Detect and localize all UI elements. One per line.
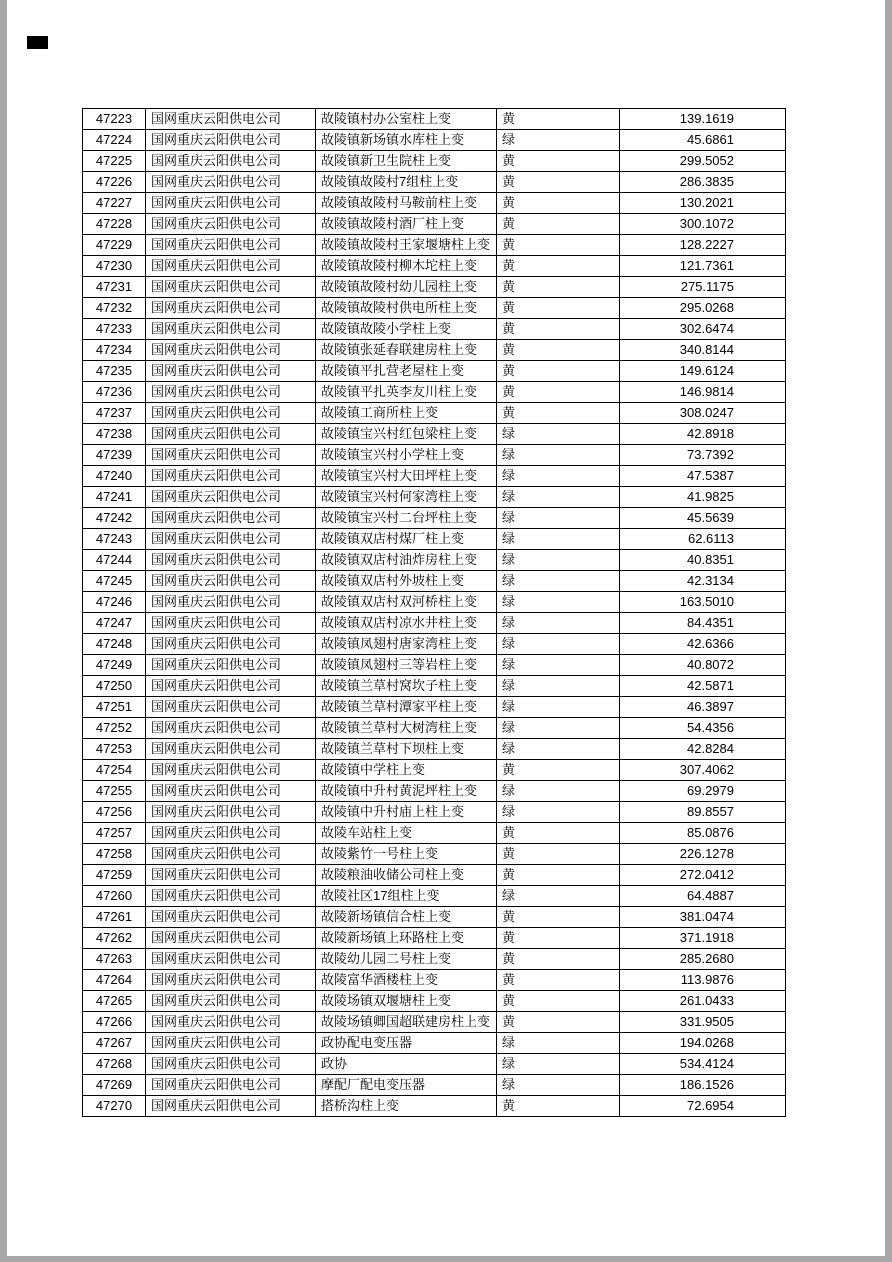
table-row — [83, 130, 786, 151]
cell-value: 308.0247 — [620, 403, 786, 424]
cell-company: 国网重庆云阳供电公司 — [146, 949, 316, 970]
cell-value: 62.6113 — [620, 529, 786, 550]
cell-status: 绿 — [497, 529, 620, 550]
cell-value: 42.5871 — [620, 676, 786, 697]
cell-name: 故陵镇凤翅村三等岩柱上变 — [316, 655, 497, 676]
cell-status: 绿 — [497, 1033, 620, 1054]
cell-company: 国网重庆云阳供电公司 — [146, 298, 316, 319]
cell-id: 47253 — [83, 739, 146, 760]
table-row — [83, 382, 786, 403]
cell-value: 300.1072 — [620, 214, 786, 235]
cell-company: 国网重庆云阳供电公司 — [146, 613, 316, 634]
cell-id: 47266 — [83, 1012, 146, 1033]
cell-company: 国网重庆云阳供电公司 — [146, 571, 316, 592]
cell-name: 故陵紫竹一号柱上变 — [316, 844, 497, 865]
cell-name: 故陵镇故陵小学柱上变 — [316, 319, 497, 340]
cell-status: 黄 — [497, 298, 620, 319]
page-edge-right — [885, 0, 892, 1262]
cell-id: 47270 — [83, 1096, 146, 1117]
cell-name: 故陵镇兰草村潭家平柱上变 — [316, 697, 497, 718]
table-row — [83, 865, 786, 886]
cell-id: 47260 — [83, 886, 146, 907]
cell-name: 故陵幼儿园二号柱上变 — [316, 949, 497, 970]
table-row — [83, 466, 786, 487]
cell-name: 故陵镇双店村煤厂柱上变 — [316, 529, 497, 550]
cell-company: 国网重庆云阳供电公司 — [146, 193, 316, 214]
cell-company: 国网重庆云阳供电公司 — [146, 130, 316, 151]
cell-status: 绿 — [497, 739, 620, 760]
cell-status: 绿 — [497, 466, 620, 487]
table-row — [83, 1054, 786, 1075]
cell-company: 国网重庆云阳供电公司 — [146, 655, 316, 676]
cell-name: 故陵镇故陵村7组柱上变 — [316, 172, 497, 193]
cell-name: 故陵粮油收储公司柱上变 — [316, 865, 497, 886]
cell-id: 47262 — [83, 928, 146, 949]
table-row — [83, 151, 786, 172]
cell-name: 故陵镇中学柱上变 — [316, 760, 497, 781]
cell-value: 121.7361 — [620, 256, 786, 277]
cell-status: 绿 — [497, 487, 620, 508]
cell-id: 47245 — [83, 571, 146, 592]
cell-status: 黄 — [497, 991, 620, 1012]
cell-company: 国网重庆云阳供电公司 — [146, 550, 316, 571]
table-row — [83, 361, 786, 382]
cell-id: 47231 — [83, 277, 146, 298]
table-row — [83, 571, 786, 592]
cell-status: 绿 — [497, 130, 620, 151]
table-row — [83, 1012, 786, 1033]
table-row — [83, 970, 786, 991]
cell-id: 47267 — [83, 1033, 146, 1054]
cell-id: 47223 — [83, 109, 146, 130]
cell-name: 故陵镇故陵村王家堰塘柱上变 — [316, 235, 497, 256]
cell-name: 政协配电变压器 — [316, 1033, 497, 1054]
cell-name: 故陵社区17组柱上变 — [316, 886, 497, 907]
cell-id: 47240 — [83, 466, 146, 487]
table-row — [83, 445, 786, 466]
cell-id: 47249 — [83, 655, 146, 676]
table-row — [83, 760, 786, 781]
cell-status: 绿 — [497, 508, 620, 529]
cell-status: 绿 — [497, 802, 620, 823]
cell-value: 302.6474 — [620, 319, 786, 340]
table-row — [83, 949, 786, 970]
cell-company: 国网重庆云阳供电公司 — [146, 823, 316, 844]
cell-status: 黄 — [497, 403, 620, 424]
cell-status: 绿 — [497, 781, 620, 802]
table-row — [83, 109, 786, 130]
cell-status: 黄 — [497, 172, 620, 193]
cell-value: 299.5052 — [620, 151, 786, 172]
cell-name: 故陵镇平扎英李友川柱上变 — [316, 382, 497, 403]
cell-name: 故陵镇宝兴村红包梁柱上变 — [316, 424, 497, 445]
cell-id: 47268 — [83, 1054, 146, 1075]
cell-status: 黄 — [497, 235, 620, 256]
cell-company: 国网重庆云阳供电公司 — [146, 172, 316, 193]
cell-status: 绿 — [497, 445, 620, 466]
cell-name: 故陵镇故陵村马鞍前柱上变 — [316, 193, 497, 214]
cell-company: 国网重庆云阳供电公司 — [146, 928, 316, 949]
cell-status: 黄 — [497, 823, 620, 844]
cell-id: 47228 — [83, 214, 146, 235]
table-row — [83, 403, 786, 424]
cell-name: 故陵富华酒楼柱上变 — [316, 970, 497, 991]
cell-id: 47232 — [83, 298, 146, 319]
cell-id: 47236 — [83, 382, 146, 403]
cell-status: 绿 — [497, 592, 620, 613]
cell-company: 国网重庆云阳供电公司 — [146, 739, 316, 760]
cell-company: 国网重庆云阳供电公司 — [146, 634, 316, 655]
cell-status: 黄 — [497, 844, 620, 865]
cell-id: 47226 — [83, 172, 146, 193]
cell-status: 黄 — [497, 256, 620, 277]
cell-company: 国网重庆云阳供电公司 — [146, 529, 316, 550]
table-row — [83, 340, 786, 361]
cell-value: 286.3835 — [620, 172, 786, 193]
table-row — [83, 277, 786, 298]
cell-id: 47256 — [83, 802, 146, 823]
cell-value: 64.4887 — [620, 886, 786, 907]
cell-name: 故陵场镇双堰塘柱上变 — [316, 991, 497, 1012]
cell-company: 国网重庆云阳供电公司 — [146, 1075, 316, 1096]
cell-value: 42.8918 — [620, 424, 786, 445]
cell-status: 黄 — [497, 760, 620, 781]
cell-value: 113.9876 — [620, 970, 786, 991]
cell-name: 政协 — [316, 1054, 497, 1075]
cell-status: 绿 — [497, 718, 620, 739]
cell-name: 摩配厂配电变压器 — [316, 1075, 497, 1096]
cell-value: 128.2227 — [620, 235, 786, 256]
cell-name: 故陵镇故陵村酒厂柱上变 — [316, 214, 497, 235]
cell-id: 47263 — [83, 949, 146, 970]
cell-status: 黄 — [497, 340, 620, 361]
cell-value: 272.0412 — [620, 865, 786, 886]
cell-id: 47227 — [83, 193, 146, 214]
cell-company: 国网重庆云阳供电公司 — [146, 970, 316, 991]
table-row — [83, 655, 786, 676]
cell-id: 47254 — [83, 760, 146, 781]
cell-id: 47246 — [83, 592, 146, 613]
print-corner-mark — [27, 36, 48, 49]
cell-name: 故陵镇兰草村大树湾柱上变 — [316, 718, 497, 739]
cell-value: 40.8072 — [620, 655, 786, 676]
cell-status: 绿 — [497, 655, 620, 676]
cell-value: 534.4124 — [620, 1054, 786, 1075]
cell-name: 故陵镇新卫生院柱上变 — [316, 151, 497, 172]
cell-id: 47224 — [83, 130, 146, 151]
table-row — [83, 676, 786, 697]
cell-company: 国网重庆云阳供电公司 — [146, 487, 316, 508]
cell-value: 47.5387 — [620, 466, 786, 487]
cell-id: 47264 — [83, 970, 146, 991]
cell-id: 47269 — [83, 1075, 146, 1096]
cell-value: 275.1175 — [620, 277, 786, 298]
cell-id: 47244 — [83, 550, 146, 571]
cell-value: 73.7392 — [620, 445, 786, 466]
cell-value: 42.8284 — [620, 739, 786, 760]
table-row — [83, 592, 786, 613]
cell-name: 故陵车站柱上变 — [316, 823, 497, 844]
cell-name: 故陵镇张延春联建房柱上变 — [316, 340, 497, 361]
cell-company: 国网重庆云阳供电公司 — [146, 886, 316, 907]
table-row — [83, 1075, 786, 1096]
cell-value: 72.6954 — [620, 1096, 786, 1117]
cell-value: 54.4356 — [620, 718, 786, 739]
table-row — [83, 256, 786, 277]
cell-company: 国网重庆云阳供电公司 — [146, 697, 316, 718]
cell-id: 47255 — [83, 781, 146, 802]
cell-status: 绿 — [497, 1054, 620, 1075]
cell-status: 黄 — [497, 1012, 620, 1033]
cell-company: 国网重庆云阳供电公司 — [146, 109, 316, 130]
table-row — [83, 319, 786, 340]
cell-id: 47250 — [83, 676, 146, 697]
cell-name: 故陵镇宝兴村何家湾柱上变 — [316, 487, 497, 508]
cell-name: 故陵镇中升村庙上柱上变 — [316, 802, 497, 823]
cell-id: 47233 — [83, 319, 146, 340]
cell-status: 绿 — [497, 550, 620, 571]
cell-status: 黄 — [497, 214, 620, 235]
cell-status: 绿 — [497, 613, 620, 634]
cell-name: 故陵新场镇上环路柱上变 — [316, 928, 497, 949]
cell-status: 黄 — [497, 151, 620, 172]
cell-name: 故陵镇兰草村窝坎子柱上变 — [316, 676, 497, 697]
cell-id: 47252 — [83, 718, 146, 739]
cell-name: 故陵镇故陵村柳木坨柱上变 — [316, 256, 497, 277]
cell-id: 47261 — [83, 907, 146, 928]
table-row — [83, 907, 786, 928]
table-row — [83, 844, 786, 865]
cell-status: 黄 — [497, 1096, 620, 1117]
cell-value: 146.9814 — [620, 382, 786, 403]
table-row — [83, 1033, 786, 1054]
cell-status: 绿 — [497, 424, 620, 445]
table-row — [83, 172, 786, 193]
table-row — [83, 193, 786, 214]
table-row — [83, 886, 786, 907]
cell-status: 黄 — [497, 865, 620, 886]
cell-value: 45.5639 — [620, 508, 786, 529]
cell-id: 47235 — [83, 361, 146, 382]
cell-company: 国网重庆云阳供电公司 — [146, 802, 316, 823]
cell-value: 130.2021 — [620, 193, 786, 214]
cell-company: 国网重庆云阳供电公司 — [146, 256, 316, 277]
cell-id: 47248 — [83, 634, 146, 655]
table-row — [83, 613, 786, 634]
table-row — [83, 235, 786, 256]
cell-value: 340.8144 — [620, 340, 786, 361]
cell-id: 47229 — [83, 235, 146, 256]
cell-status: 绿 — [497, 886, 620, 907]
cell-status: 黄 — [497, 109, 620, 130]
substation-data-table — [82, 108, 786, 1117]
cell-id: 47238 — [83, 424, 146, 445]
cell-value: 186.1526 — [620, 1075, 786, 1096]
cell-value: 84.4351 — [620, 613, 786, 634]
cell-id: 47258 — [83, 844, 146, 865]
cell-status: 绿 — [497, 1075, 620, 1096]
cell-value: 381.0474 — [620, 907, 786, 928]
cell-status: 绿 — [497, 634, 620, 655]
cell-id: 47259 — [83, 865, 146, 886]
cell-company: 国网重庆云阳供电公司 — [146, 1033, 316, 1054]
table-row — [83, 634, 786, 655]
table-row — [83, 739, 786, 760]
table-row — [83, 697, 786, 718]
cell-id: 47251 — [83, 697, 146, 718]
table-row — [83, 550, 786, 571]
cell-status: 黄 — [497, 907, 620, 928]
cell-name: 故陵镇村办公室柱上变 — [316, 109, 497, 130]
table-row — [83, 508, 786, 529]
cell-company: 国网重庆云阳供电公司 — [146, 445, 316, 466]
cell-company: 国网重庆云阳供电公司 — [146, 1054, 316, 1075]
cell-value: 371.1918 — [620, 928, 786, 949]
cell-company: 国网重庆云阳供电公司 — [146, 676, 316, 697]
table-row — [83, 424, 786, 445]
table-row — [83, 298, 786, 319]
cell-status: 绿 — [497, 571, 620, 592]
cell-id: 47242 — [83, 508, 146, 529]
cell-id: 47225 — [83, 151, 146, 172]
cell-company: 国网重庆云阳供电公司 — [146, 235, 316, 256]
cell-value: 85.0876 — [620, 823, 786, 844]
cell-value: 307.4062 — [620, 760, 786, 781]
cell-value: 285.2680 — [620, 949, 786, 970]
cell-value: 42.3134 — [620, 571, 786, 592]
cell-value: 46.3897 — [620, 697, 786, 718]
cell-value: 331.9505 — [620, 1012, 786, 1033]
cell-value: 163.5010 — [620, 592, 786, 613]
cell-status: 黄 — [497, 382, 620, 403]
table-row — [83, 781, 786, 802]
table-row — [83, 802, 786, 823]
cell-value: 149.6124 — [620, 361, 786, 382]
cell-value: 295.0268 — [620, 298, 786, 319]
table-body — [83, 109, 786, 1117]
cell-value: 139.1619 — [620, 109, 786, 130]
page-edge-left — [0, 0, 7, 1262]
cell-value: 41.9825 — [620, 487, 786, 508]
cell-name: 故陵镇平扎营老屋柱上变 — [316, 361, 497, 382]
cell-value: 40.8351 — [620, 550, 786, 571]
cell-id: 47241 — [83, 487, 146, 508]
cell-name: 故陵镇双店村凉水井柱上变 — [316, 613, 497, 634]
cell-name: 故陵镇故陵村幼儿园柱上变 — [316, 277, 497, 298]
cell-company: 国网重庆云阳供电公司 — [146, 865, 316, 886]
cell-company: 国网重庆云阳供电公司 — [146, 277, 316, 298]
cell-value: 89.8557 — [620, 802, 786, 823]
cell-company: 国网重庆云阳供电公司 — [146, 424, 316, 445]
cell-status: 黄 — [497, 193, 620, 214]
table-row — [83, 529, 786, 550]
cell-company: 国网重庆云阳供电公司 — [146, 151, 316, 172]
cell-name: 搭桥沟柱上变 — [316, 1096, 497, 1117]
cell-status: 绿 — [497, 697, 620, 718]
cell-status: 绿 — [497, 676, 620, 697]
table-row — [83, 487, 786, 508]
cell-company: 国网重庆云阳供电公司 — [146, 592, 316, 613]
cell-name: 故陵镇宝兴村小学柱上变 — [316, 445, 497, 466]
cell-id: 47239 — [83, 445, 146, 466]
cell-status: 黄 — [497, 949, 620, 970]
cell-name: 故陵镇双店村外坡柱上变 — [316, 571, 497, 592]
cell-name: 故陵镇兰草村下坝柱上变 — [316, 739, 497, 760]
cell-company: 国网重庆云阳供电公司 — [146, 718, 316, 739]
cell-name: 故陵场镇卿国超联建房柱上变 — [316, 1012, 497, 1033]
table-row — [83, 1096, 786, 1117]
cell-status: 黄 — [497, 361, 620, 382]
cell-id: 47257 — [83, 823, 146, 844]
cell-company: 国网重庆云阳供电公司 — [146, 319, 316, 340]
table-row — [83, 991, 786, 1012]
cell-name: 故陵镇新场镇水库柱上变 — [316, 130, 497, 151]
cell-value: 194.0268 — [620, 1033, 786, 1054]
cell-status: 黄 — [497, 928, 620, 949]
table-row — [83, 718, 786, 739]
cell-name: 故陵镇中升村黄泥坪柱上变 — [316, 781, 497, 802]
cell-company: 国网重庆云阳供电公司 — [146, 508, 316, 529]
cell-status: 黄 — [497, 970, 620, 991]
cell-id: 47243 — [83, 529, 146, 550]
cell-name: 故陵镇双店村双河桥柱上变 — [316, 592, 497, 613]
cell-company: 国网重庆云阳供电公司 — [146, 907, 316, 928]
cell-company: 国网重庆云阳供电公司 — [146, 382, 316, 403]
cell-company: 国网重庆云阳供电公司 — [146, 1096, 316, 1117]
cell-value: 69.2979 — [620, 781, 786, 802]
page-edge-bottom — [7, 1256, 885, 1262]
cell-name: 故陵镇双店村油炸房柱上变 — [316, 550, 497, 571]
cell-company: 国网重庆云阳供电公司 — [146, 991, 316, 1012]
cell-company: 国网重庆云阳供电公司 — [146, 1012, 316, 1033]
cell-name: 故陵镇凤翅村唐家湾柱上变 — [316, 634, 497, 655]
cell-company: 国网重庆云阳供电公司 — [146, 760, 316, 781]
cell-name: 故陵镇宝兴村二台坪柱上变 — [316, 508, 497, 529]
table-row — [83, 214, 786, 235]
cell-company: 国网重庆云阳供电公司 — [146, 844, 316, 865]
cell-id: 47237 — [83, 403, 146, 424]
cell-id: 47234 — [83, 340, 146, 361]
cell-company: 国网重庆云阳供电公司 — [146, 361, 316, 382]
cell-status: 黄 — [497, 277, 620, 298]
cell-id: 47265 — [83, 991, 146, 1012]
table-row — [83, 823, 786, 844]
cell-company: 国网重庆云阳供电公司 — [146, 466, 316, 487]
cell-value: 226.1278 — [620, 844, 786, 865]
cell-company: 国网重庆云阳供电公司 — [146, 403, 316, 424]
cell-company: 国网重庆云阳供电公司 — [146, 781, 316, 802]
cell-status: 黄 — [497, 319, 620, 340]
cell-name: 故陵新场镇信合柱上变 — [316, 907, 497, 928]
cell-value: 42.6366 — [620, 634, 786, 655]
table-row — [83, 928, 786, 949]
cell-id: 47247 — [83, 613, 146, 634]
cell-name: 故陵镇宝兴村大田坪柱上变 — [316, 466, 497, 487]
cell-company: 国网重庆云阳供电公司 — [146, 340, 316, 361]
cell-name: 故陵镇故陵村供电所柱上变 — [316, 298, 497, 319]
cell-name: 故陵镇工商所柱上变 — [316, 403, 497, 424]
cell-value: 45.6861 — [620, 130, 786, 151]
cell-company: 国网重庆云阳供电公司 — [146, 214, 316, 235]
cell-id: 47230 — [83, 256, 146, 277]
cell-value: 261.0433 — [620, 991, 786, 1012]
